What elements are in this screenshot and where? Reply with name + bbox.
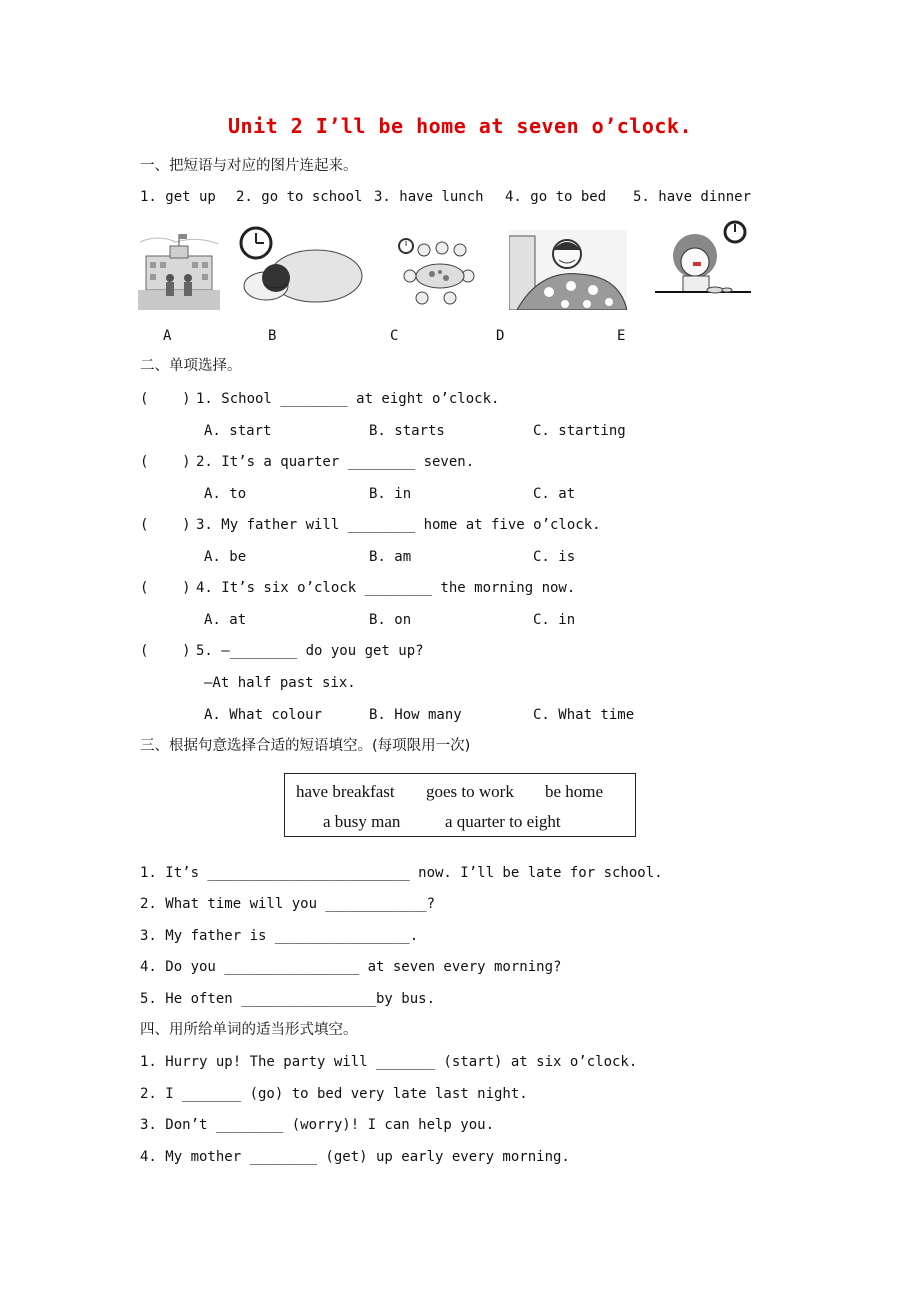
answer-paren-5[interactable]: ( ) (140, 643, 191, 659)
option-2b: B. in (369, 486, 412, 502)
option-4b: B. on (369, 612, 412, 628)
option-5c: C. What time (533, 707, 635, 723)
word-form-item-1: 1. Hurry up! The party will _______ (start) at six o’clock. (140, 1054, 638, 1070)
phrase-have-dinner: 5. have dinner (633, 189, 752, 205)
option-3b: B. am (369, 549, 412, 565)
phrase-have-lunch: 3. have lunch (374, 189, 484, 205)
word-form-item-4: 4. My mother ________ (get) up early every morning. (140, 1149, 570, 1165)
phrase-go-to-school: 2. go to school (236, 189, 363, 205)
section3-heading: 三、根据句意选择合适的短语填空。(每项限用一次) (140, 738, 471, 754)
option-1b: B. starts (369, 423, 445, 439)
word-have-breakfast: have breakfast (296, 782, 395, 801)
answer-paren-3[interactable]: ( ) (140, 517, 191, 533)
word-form-item-3: 3. Don’t ________ (worry)! I can help you. (140, 1117, 495, 1133)
question-3-text: 3. My father will ________ home at five o’clock. (196, 517, 601, 533)
picture-label-d: D (496, 328, 505, 344)
fill-item-4: 4. Do you ________________ at seven every morning? (140, 959, 562, 975)
option-1c: C. starting (533, 423, 626, 439)
word-a-quarter-to-eight: a quarter to eight (445, 812, 561, 831)
answer-paren-4[interactable]: ( ) (140, 580, 191, 596)
option-4c: C. in (533, 612, 576, 628)
picture-sleeping (236, 226, 364, 308)
fill-item-2: 2. What time will you ____________? (140, 896, 436, 912)
section4-heading: 四、用所给单词的适当形式填空。 (140, 1022, 358, 1038)
page-title: Unit 2 I’ll be home at seven o’clock. (227, 114, 693, 138)
word-bank-box (284, 773, 636, 837)
section1-heading: 一、把短语与对应的图片连起来。 (140, 158, 358, 174)
picture-lunch (392, 236, 480, 310)
word-form-item-2: 2. I _______ (go) to bed very late last night. (140, 1086, 528, 1102)
option-5a: A. What colour (204, 707, 323, 723)
picture-label-b: B (268, 328, 277, 344)
section2-heading: 二、单项选择。 (140, 358, 242, 374)
option-4a: A. at (204, 612, 247, 628)
option-2a: A. to (204, 486, 247, 502)
picture-label-c: C (390, 328, 399, 344)
option-1a: A. start (204, 423, 272, 439)
picture-dinner (655, 218, 751, 314)
phrase-go-to-bed: 4. go to bed (505, 189, 607, 205)
answer-paren-2[interactable]: ( ) (140, 454, 191, 470)
fill-item-3: 3. My father is ________________. (140, 928, 419, 944)
phrase-get-up: 1. get up (140, 189, 216, 205)
word-goes-to-work: goes to work (426, 782, 514, 801)
question-5-text: 5. —________ do you get up? (196, 643, 424, 659)
picture-school (138, 232, 220, 310)
question-2-text: 2. It’s a quarter ________ seven. (196, 454, 475, 470)
option-3c: C. is (533, 549, 576, 565)
picture-label-a: A (163, 328, 172, 344)
word-be-home: be home (545, 782, 604, 801)
picture-getting-up (509, 230, 627, 310)
question-4-text: 4. It’s six o’clock ________ the morning now. (196, 580, 576, 596)
fill-item-1: 1. It’s ________________________ now. I’ll be late for school. (140, 865, 663, 881)
answer-paren-1[interactable]: ( ) (140, 391, 191, 407)
option-5b: B. How many (369, 707, 462, 723)
fill-item-5: 5. He often ________________by bus. (140, 991, 436, 1007)
question-5-answer-line: —At half past six. (204, 675, 356, 691)
picture-label-e: E (617, 328, 626, 344)
question-1-text: 1. School ________ at eight o’clock. (196, 391, 500, 407)
option-3a: A. be (204, 549, 247, 565)
word-a-busy-man: a busy man (323, 812, 401, 831)
option-2c: C. at (533, 486, 576, 502)
